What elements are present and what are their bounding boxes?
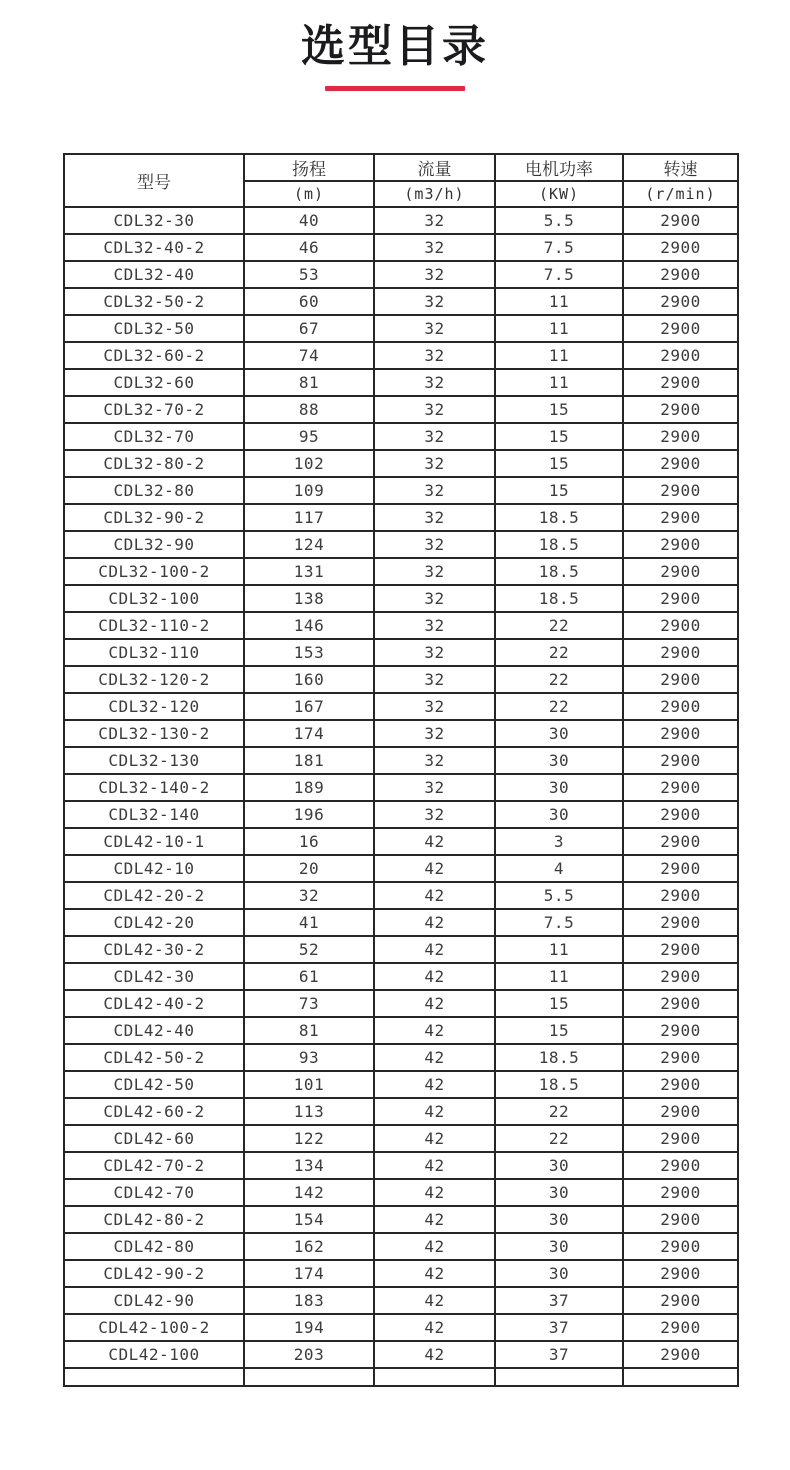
table-row xyxy=(64,1125,738,1152)
speed-cell: 2900 xyxy=(623,639,738,666)
speed-cell: 2900 xyxy=(623,1260,738,1287)
model-cell: CDL42-30-2 xyxy=(64,936,244,963)
title-underline xyxy=(325,86,465,91)
motor-power-cell: 18.5 xyxy=(495,585,623,612)
table-row xyxy=(64,1233,738,1260)
motor-power-cell: 4 xyxy=(495,855,623,882)
catalog-table-wrap xyxy=(63,153,790,1387)
flow-cell: 42 xyxy=(374,828,495,855)
flow-cell xyxy=(374,1368,495,1386)
motor-power-cell: 18.5 xyxy=(495,558,623,585)
speed-cell: 2900 xyxy=(623,504,738,531)
table-row xyxy=(64,855,738,882)
speed-cell: 2900 xyxy=(623,342,738,369)
speed-cell: 2900 xyxy=(623,1233,738,1260)
model-cell: CDL42-50-2 xyxy=(64,1044,244,1071)
head-cell: 134 xyxy=(244,1152,374,1179)
head-cell: 194 xyxy=(244,1314,374,1341)
motor-power-cell: 5.5 xyxy=(495,207,623,234)
flow-cell: 32 xyxy=(374,585,495,612)
table-row xyxy=(64,1071,738,1098)
speed-cell: 2900 xyxy=(623,1152,738,1179)
speed-cell: 2900 xyxy=(623,207,738,234)
motor-power-cell: 15 xyxy=(495,990,623,1017)
speed-cell: 2900 xyxy=(623,1179,738,1206)
table-row xyxy=(64,693,738,720)
flow-cell: 42 xyxy=(374,1152,495,1179)
head-cell: 41 xyxy=(244,909,374,936)
motor-power-cell: 11 xyxy=(495,369,623,396)
table-row xyxy=(64,720,738,747)
motor-power-cell: 22 xyxy=(495,1098,623,1125)
head-cell: 122 xyxy=(244,1125,374,1152)
model-cell: CDL32-80-2 xyxy=(64,450,244,477)
table-row xyxy=(64,1206,738,1233)
head-cell: 174 xyxy=(244,1260,374,1287)
flow-cell: 32 xyxy=(374,693,495,720)
motor-power-cell: 18.5 xyxy=(495,531,623,558)
model-cell: CDL32-100-2 xyxy=(64,558,244,585)
model-cell: CDL32-140-2 xyxy=(64,774,244,801)
head-cell: 167 xyxy=(244,693,374,720)
motor-power-cell: 11 xyxy=(495,936,623,963)
head-cell: 160 xyxy=(244,666,374,693)
flow-cell: 42 xyxy=(374,1260,495,1287)
speed-cell: 2900 xyxy=(623,1044,738,1071)
flow-cell: 42 xyxy=(374,882,495,909)
flow-cell: 32 xyxy=(374,477,495,504)
table-row xyxy=(64,1314,738,1341)
table-header xyxy=(64,154,738,207)
head-cell: 102 xyxy=(244,450,374,477)
motor-power-cell: 11 xyxy=(495,288,623,315)
model-cell: CDL42-10-1 xyxy=(64,828,244,855)
motor-power-cell: 11 xyxy=(495,963,623,990)
head-cell: 183 xyxy=(244,1287,374,1314)
motor-power-cell: 22 xyxy=(495,1125,623,1152)
table-row xyxy=(64,1179,738,1206)
speed-cell: 2900 xyxy=(623,747,738,774)
speed-cell: 2900 xyxy=(623,1314,738,1341)
model-cell: CDL42-20 xyxy=(64,909,244,936)
model-cell: CDL42-10 xyxy=(64,855,244,882)
table-row xyxy=(64,423,738,450)
model-cell: CDL32-50-2 xyxy=(64,288,244,315)
flow-cell: 32 xyxy=(374,531,495,558)
table-row xyxy=(64,261,738,288)
flow-cell: 32 xyxy=(374,450,495,477)
motor-power-cell: 15 xyxy=(495,477,623,504)
speed-cell: 2900 xyxy=(623,1206,738,1233)
head-cell: 81 xyxy=(244,1017,374,1044)
col-header-flow: 流量 xyxy=(374,154,495,181)
speed-cell xyxy=(623,1368,738,1386)
head-cell: 61 xyxy=(244,963,374,990)
speed-cell: 2900 xyxy=(623,1125,738,1152)
flow-cell: 32 xyxy=(374,261,495,288)
motor-power-cell: 30 xyxy=(495,1206,623,1233)
page-title: 选型目录 xyxy=(301,21,489,72)
motor-power-cell: 30 xyxy=(495,747,623,774)
table-row xyxy=(64,1098,738,1125)
motor-power-cell: 22 xyxy=(495,666,623,693)
flow-cell: 32 xyxy=(374,396,495,423)
motor-power-cell: 3 xyxy=(495,828,623,855)
table-row xyxy=(64,909,738,936)
head-cell: 32 xyxy=(244,882,374,909)
flow-cell: 42 xyxy=(374,855,495,882)
model-cell: CDL32-70-2 xyxy=(64,396,244,423)
model-cell: CDL42-90-2 xyxy=(64,1260,244,1287)
table-row xyxy=(64,585,738,612)
table-row xyxy=(64,1341,738,1368)
table-row xyxy=(64,234,738,261)
motor-power-cell: 15 xyxy=(495,423,623,450)
head-cell: 93 xyxy=(244,1044,374,1071)
motor-power-cell: 22 xyxy=(495,612,623,639)
motor-power-cell: 15 xyxy=(495,1017,623,1044)
col-unit-motor-power: (KW) xyxy=(495,181,623,207)
model-cell: CDL32-60-2 xyxy=(64,342,244,369)
flow-cell: 32 xyxy=(374,234,495,261)
head-cell: 81 xyxy=(244,369,374,396)
model-cell: CDL32-120 xyxy=(64,693,244,720)
speed-cell: 2900 xyxy=(623,1098,738,1125)
flow-cell: 32 xyxy=(374,639,495,666)
table-row xyxy=(64,450,738,477)
head-cell: 74 xyxy=(244,342,374,369)
speed-cell: 2900 xyxy=(623,1071,738,1098)
header-label-row xyxy=(64,154,738,181)
speed-cell: 2900 xyxy=(623,369,738,396)
speed-cell: 2900 xyxy=(623,396,738,423)
model-cell: CDL32-80 xyxy=(64,477,244,504)
model-cell xyxy=(64,1368,244,1386)
motor-power-cell: 18.5 xyxy=(495,1044,623,1071)
head-cell: 153 xyxy=(244,639,374,666)
head-cell: 52 xyxy=(244,936,374,963)
model-cell: CDL32-50 xyxy=(64,315,244,342)
table-row xyxy=(64,288,738,315)
flow-cell: 42 xyxy=(374,1314,495,1341)
head-cell: 146 xyxy=(244,612,374,639)
model-cell: CDL42-70-2 xyxy=(64,1152,244,1179)
motor-power-cell: 30 xyxy=(495,801,623,828)
motor-power-cell: 15 xyxy=(495,450,623,477)
table-row-partial xyxy=(64,1368,738,1386)
head-cell: 162 xyxy=(244,1233,374,1260)
table-row xyxy=(64,477,738,504)
motor-power-cell: 30 xyxy=(495,1179,623,1206)
flow-cell: 32 xyxy=(374,801,495,828)
motor-power-cell: 22 xyxy=(495,639,623,666)
speed-cell: 2900 xyxy=(623,261,738,288)
motor-power-cell: 37 xyxy=(495,1314,623,1341)
motor-power-cell: 37 xyxy=(495,1287,623,1314)
selection-catalog-table xyxy=(63,153,739,1387)
flow-cell: 32 xyxy=(374,288,495,315)
table-row xyxy=(64,882,738,909)
table-row xyxy=(64,207,738,234)
head-cell: 124 xyxy=(244,531,374,558)
model-cell: CDL42-30 xyxy=(64,963,244,990)
flow-cell: 42 xyxy=(374,1341,495,1368)
head-cell: 131 xyxy=(244,558,374,585)
head-cell: 16 xyxy=(244,828,374,855)
flow-cell: 32 xyxy=(374,747,495,774)
speed-cell: 2900 xyxy=(623,828,738,855)
head-cell: 101 xyxy=(244,1071,374,1098)
model-cell: CDL42-20-2 xyxy=(64,882,244,909)
flow-cell: 42 xyxy=(374,1071,495,1098)
head-cell: 154 xyxy=(244,1206,374,1233)
speed-cell: 2900 xyxy=(623,909,738,936)
motor-power-cell: 30 xyxy=(495,1152,623,1179)
motor-power-cell: 30 xyxy=(495,1233,623,1260)
flow-cell: 32 xyxy=(374,558,495,585)
head-cell xyxy=(244,1368,374,1386)
flow-cell: 42 xyxy=(374,990,495,1017)
model-cell: CDL32-130 xyxy=(64,747,244,774)
model-cell: CDL42-60-2 xyxy=(64,1098,244,1125)
model-cell: CDL32-140 xyxy=(64,801,244,828)
model-cell: CDL32-40-2 xyxy=(64,234,244,261)
table-row xyxy=(64,396,738,423)
flow-cell: 32 xyxy=(374,666,495,693)
model-cell: CDL42-90 xyxy=(64,1287,244,1314)
flow-cell: 42 xyxy=(374,1098,495,1125)
speed-cell: 2900 xyxy=(623,315,738,342)
speed-cell: 2900 xyxy=(623,288,738,315)
model-cell: CDL42-40 xyxy=(64,1017,244,1044)
col-unit-head: (m) xyxy=(244,181,374,207)
table-row xyxy=(64,801,738,828)
speed-cell: 2900 xyxy=(623,936,738,963)
speed-cell: 2900 xyxy=(623,801,738,828)
speed-cell: 2900 xyxy=(623,774,738,801)
motor-power-cell: 30 xyxy=(495,1260,623,1287)
motor-power-cell: 30 xyxy=(495,774,623,801)
motor-power-cell: 37 xyxy=(495,1341,623,1368)
speed-cell: 2900 xyxy=(623,990,738,1017)
flow-cell: 32 xyxy=(374,342,495,369)
motor-power-cell: 7.5 xyxy=(495,261,623,288)
speed-cell: 2900 xyxy=(623,531,738,558)
flow-cell: 32 xyxy=(374,774,495,801)
model-cell: CDL32-70 xyxy=(64,423,244,450)
flow-cell: 42 xyxy=(374,1206,495,1233)
model-cell: CDL32-30 xyxy=(64,207,244,234)
table-row xyxy=(64,531,738,558)
flow-cell: 32 xyxy=(374,504,495,531)
speed-cell: 2900 xyxy=(623,720,738,747)
col-unit-speed: (r/min) xyxy=(623,181,738,207)
speed-cell: 2900 xyxy=(623,558,738,585)
table-row xyxy=(64,666,738,693)
table-row xyxy=(64,1152,738,1179)
table-row xyxy=(64,963,738,990)
table-row xyxy=(64,1260,738,1287)
table-row xyxy=(64,828,738,855)
model-cell: CDL42-60 xyxy=(64,1125,244,1152)
speed-cell: 2900 xyxy=(623,612,738,639)
flow-cell: 32 xyxy=(374,207,495,234)
speed-cell: 2900 xyxy=(623,1287,738,1314)
head-cell: 138 xyxy=(244,585,374,612)
speed-cell: 2900 xyxy=(623,585,738,612)
speed-cell: 2900 xyxy=(623,1341,738,1368)
head-cell: 95 xyxy=(244,423,374,450)
head-cell: 181 xyxy=(244,747,374,774)
head-cell: 203 xyxy=(244,1341,374,1368)
model-cell: CDL32-90 xyxy=(64,531,244,558)
col-header-speed: 转速 xyxy=(623,154,738,181)
table-row xyxy=(64,747,738,774)
model-cell: CDL32-110-2 xyxy=(64,612,244,639)
model-cell: CDL32-90-2 xyxy=(64,504,244,531)
col-header-motor-power: 电机功率 xyxy=(495,154,623,181)
motor-power-cell: 15 xyxy=(495,396,623,423)
model-cell: CDL32-100 xyxy=(64,585,244,612)
speed-cell: 2900 xyxy=(623,234,738,261)
head-cell: 53 xyxy=(244,261,374,288)
head-cell: 174 xyxy=(244,720,374,747)
motor-power-cell: 11 xyxy=(495,342,623,369)
model-cell: CDL42-50 xyxy=(64,1071,244,1098)
model-cell: CDL42-100 xyxy=(64,1341,244,1368)
flow-cell: 42 xyxy=(374,909,495,936)
speed-cell: 2900 xyxy=(623,477,738,504)
flow-cell: 42 xyxy=(374,1044,495,1071)
head-cell: 67 xyxy=(244,315,374,342)
head-cell: 40 xyxy=(244,207,374,234)
speed-cell: 2900 xyxy=(623,450,738,477)
flow-cell: 32 xyxy=(374,369,495,396)
head-cell: 113 xyxy=(244,1098,374,1125)
flow-cell: 32 xyxy=(374,720,495,747)
motor-power-cell: 11 xyxy=(495,315,623,342)
speed-cell: 2900 xyxy=(623,963,738,990)
speed-cell: 2900 xyxy=(623,423,738,450)
motor-power-cell: 7.5 xyxy=(495,909,623,936)
table-row xyxy=(64,1044,738,1071)
speed-cell: 2900 xyxy=(623,1017,738,1044)
flow-cell: 42 xyxy=(374,1179,495,1206)
head-cell: 189 xyxy=(244,774,374,801)
model-cell: CDL32-40 xyxy=(64,261,244,288)
flow-cell: 42 xyxy=(374,1017,495,1044)
model-cell: CDL32-60 xyxy=(64,369,244,396)
flow-cell: 32 xyxy=(374,423,495,450)
head-cell: 60 xyxy=(244,288,374,315)
model-cell: CDL32-120-2 xyxy=(64,666,244,693)
table-row xyxy=(64,612,738,639)
flow-cell: 42 xyxy=(374,936,495,963)
model-cell: CDL42-40-2 xyxy=(64,990,244,1017)
motor-power-cell: 7.5 xyxy=(495,234,623,261)
col-unit-flow: (m3/h) xyxy=(374,181,495,207)
table-row xyxy=(64,558,738,585)
flow-cell: 42 xyxy=(374,1287,495,1314)
flow-cell: 42 xyxy=(374,1233,495,1260)
model-cell: CDL32-110 xyxy=(64,639,244,666)
motor-power-cell: 18.5 xyxy=(495,1071,623,1098)
motor-power-cell: 30 xyxy=(495,720,623,747)
motor-power-cell: 5.5 xyxy=(495,882,623,909)
head-cell: 73 xyxy=(244,990,374,1017)
col-header-head: 扬程 xyxy=(244,154,374,181)
table-body xyxy=(64,207,738,1386)
speed-cell: 2900 xyxy=(623,693,738,720)
flow-cell: 32 xyxy=(374,315,495,342)
table-row xyxy=(64,342,738,369)
model-cell: CDL42-100-2 xyxy=(64,1314,244,1341)
model-cell: CDL32-130-2 xyxy=(64,720,244,747)
flow-cell: 42 xyxy=(374,963,495,990)
model-cell: CDL42-80 xyxy=(64,1233,244,1260)
motor-power-cell: 22 xyxy=(495,693,623,720)
table-row xyxy=(64,936,738,963)
table-row xyxy=(64,369,738,396)
head-cell: 142 xyxy=(244,1179,374,1206)
col-header-model: 型号 xyxy=(64,154,244,207)
flow-cell: 32 xyxy=(374,612,495,639)
head-cell: 109 xyxy=(244,477,374,504)
head-cell: 196 xyxy=(244,801,374,828)
head-cell: 46 xyxy=(244,234,374,261)
head-cell: 117 xyxy=(244,504,374,531)
model-cell: CDL42-70 xyxy=(64,1179,244,1206)
motor-power-cell: 18.5 xyxy=(495,504,623,531)
table-row xyxy=(64,774,738,801)
model-cell: CDL42-80-2 xyxy=(64,1206,244,1233)
table-row xyxy=(64,990,738,1017)
table-row xyxy=(64,1017,738,1044)
speed-cell: 2900 xyxy=(623,882,738,909)
motor-power-cell xyxy=(495,1368,623,1386)
flow-cell: 42 xyxy=(374,1125,495,1152)
head-cell: 88 xyxy=(244,396,374,423)
table-row xyxy=(64,639,738,666)
head-cell: 20 xyxy=(244,855,374,882)
table-row xyxy=(64,315,738,342)
table-row xyxy=(64,1287,738,1314)
speed-cell: 2900 xyxy=(623,855,738,882)
table-row xyxy=(64,504,738,531)
speed-cell: 2900 xyxy=(623,666,738,693)
